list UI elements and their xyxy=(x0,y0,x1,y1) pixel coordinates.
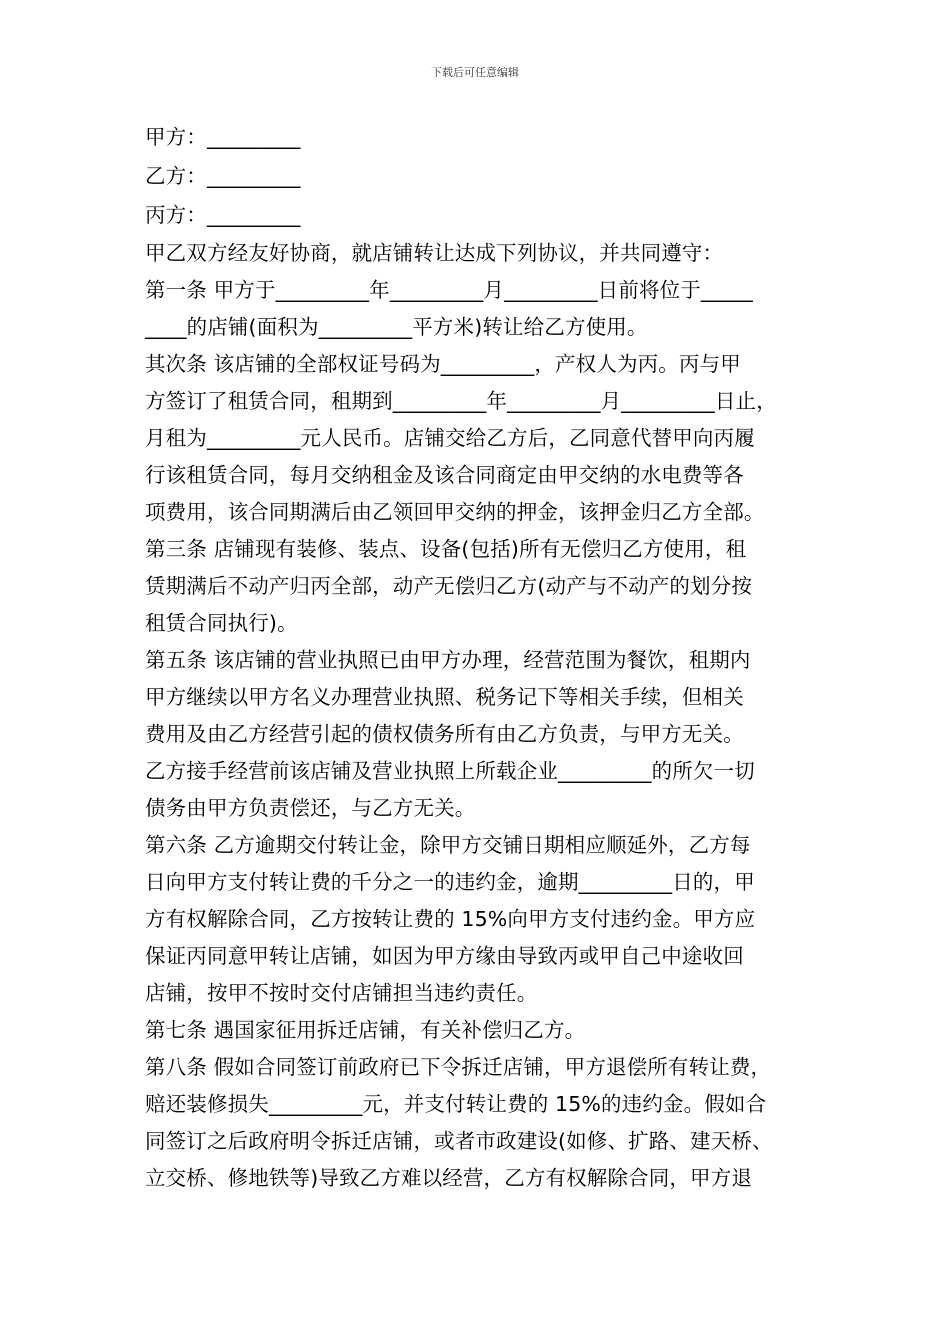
document-line: 债务由甲方负责偿还，与乙方无关。 xyxy=(145,796,476,820)
document-line: 乙方接手经营前该店铺及营业执照上所载企业_________的所欠一切 xyxy=(145,759,755,783)
document-line: 赔还装修损失_________元，并支付转让费的 15%的违约金。假如合 xyxy=(145,1092,767,1116)
document-line: 甲方继续以甲方名义办理营业执照、税务记下等相关手续，但相关 xyxy=(145,685,744,709)
document-line: 第八条 假如合同签订前政府已下令拆迁店铺，甲方退偿所有转让费， xyxy=(145,1055,772,1079)
document-line: 行该租赁合同，每月交纳租金及该合同商定由甲交纳的水电费等各 xyxy=(145,463,744,487)
document-line: 方有权解除合同，乙方按转让费的 15%向甲方支付违约金。甲方应 xyxy=(145,907,756,931)
document-line: 第六条 乙方逾期交付转让金，除甲方交铺日期相应顺延外，乙方每 xyxy=(145,833,751,857)
document-line: 同签订之后政府明令拆迁店铺，或者市政建设(如修、扩路、建天桥、 xyxy=(145,1129,773,1153)
document-line: 方签订了租赁合同，租期到_________年_________月_________日止， xyxy=(145,389,777,413)
party-c-line: 丙方：_________ xyxy=(145,203,301,227)
document-line: 第一条 甲方于_________年_________月_________日前将位于_____ xyxy=(145,278,753,302)
document-line: 店铺，按甲不按时交付店铺担当违约责任。 xyxy=(145,981,538,1005)
document-line: 第三条 店铺现有装修、装点、设备(包括)所有无偿归乙方使用，租 xyxy=(145,537,747,561)
document-line: 第五条 该店铺的营业执照已由甲方办理，经营范围为餐饮，租期内 xyxy=(145,648,751,672)
document-line: 立交桥、修地铁等)导致乙方难以经营，乙方有权解除合同，甲方退 xyxy=(145,1166,752,1190)
document-line: 项费用，该合同期满后由乙领回甲交纳的押金，该押金归乙方全部。 xyxy=(145,500,765,524)
document-line: 其次条 该店铺的全部权证号码为_________，产权人为丙。丙与甲 xyxy=(145,352,741,376)
party-a-line: 甲方：_________ xyxy=(145,125,301,149)
preamble-line: 甲乙双方经友好协商，就店铺转让达成下列协议，并共同遵守： xyxy=(145,241,724,265)
document-line: 赁期满后不动产归丙全部，动产无偿归乙方(动产与不动产的划分按 xyxy=(145,574,752,598)
document-line: 月租为_________元人民币。店铺交给乙方后，乙同意代替甲向丙履 xyxy=(145,426,755,450)
document-line: 第七条 遇国家征用拆迁店铺，有关补偿归乙方。 xyxy=(145,1018,586,1042)
document-line: 租赁合同执行)。 xyxy=(145,611,298,635)
document-line: 日向甲方支付转让费的千分之一的违约金，逾期_________日的，甲 xyxy=(145,870,755,894)
document-body xyxy=(145,118,807,1197)
party-b-line: 乙方：_________ xyxy=(145,164,301,188)
page-header-note: 下载后可任意编辑 xyxy=(431,66,519,79)
document-line: 费用及由乙方经营引起的债权债务所有由乙方负责，与甲方无关。 xyxy=(145,722,744,746)
document-line: ____的店铺(面积为_________平方米)转让给乙方使用。 xyxy=(145,315,648,339)
document-line: 保证丙同意甲转让店铺，如因为甲方缘由导致丙或甲自己中途收回 xyxy=(145,944,744,968)
